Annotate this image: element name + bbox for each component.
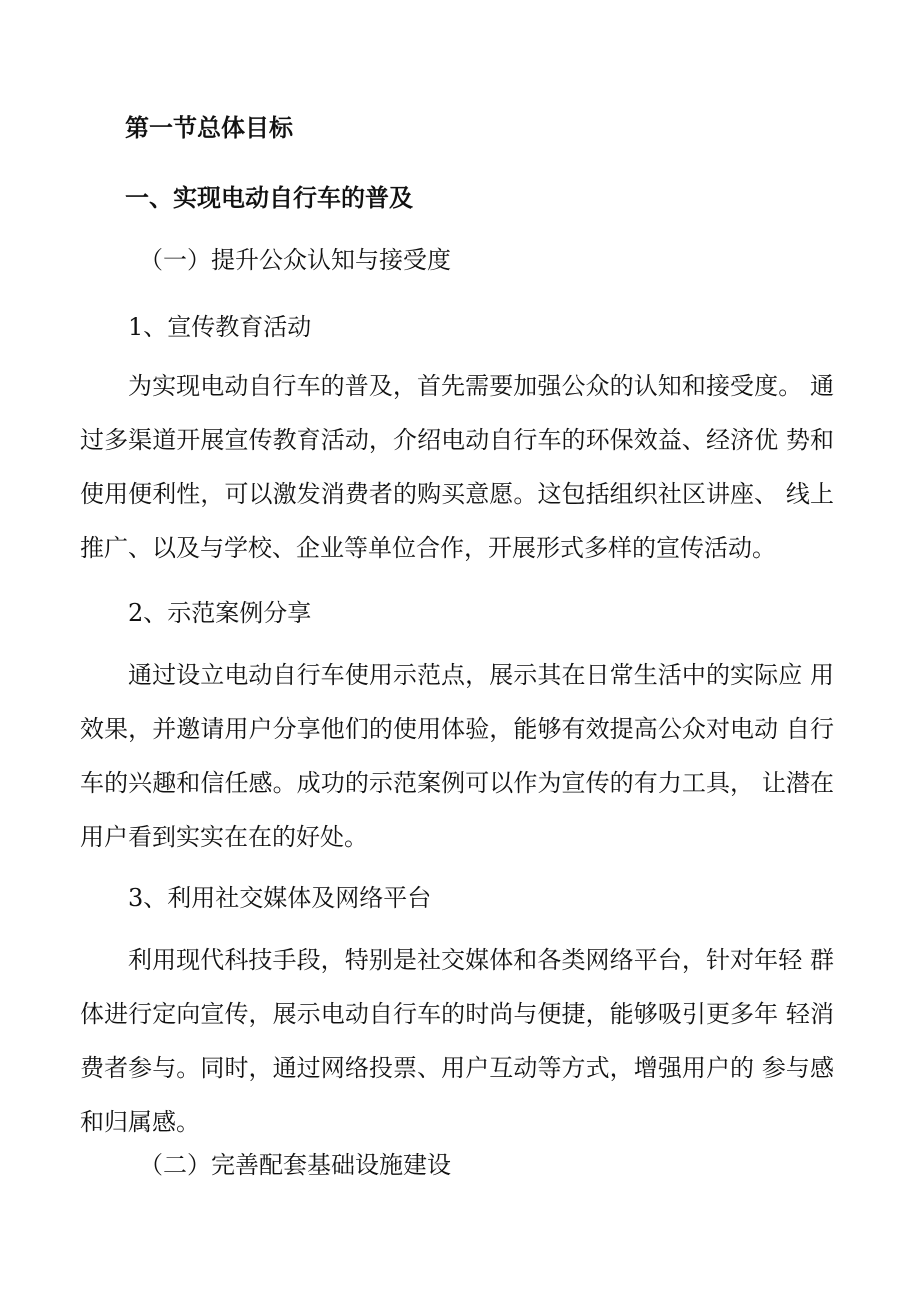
item-heading-2: 2、示范案例分享	[128, 599, 312, 627]
item-body-3: 利用现代科技手段，特别是社交媒体和各类网络平台，针对年轻 群体进行定向宣传，展示电动自行车的时尚与便捷，能够吸引更多年 轻消费者参与。同时，通过网络投票、用户互动等方式，增强用户的 参与感和归属感。	[80, 946, 834, 1136]
heading-level-2-second: （二）完善配套基础设施建设	[139, 1151, 451, 1179]
section-title: 第一节总体目标	[125, 113, 293, 142]
item-heading-3: 3、利用社交媒体及网络平台	[128, 884, 432, 912]
heading-level-2: （一）提升公众认知与接受度	[139, 246, 451, 274]
item-heading-1: 1、宣传教育活动	[128, 313, 312, 341]
heading-level-1: 一、实现电动自行车的普及	[125, 183, 413, 212]
item-body-1: 为实现电动自行车的普及，首先需要加强公众的认知和接受度。 通过多渠道开展宣传教育活动，介绍电动自行车的环保效益、经济优 势和使用便利性，可以激发消费者的购买意愿。这包括组织社区讲座、 线上推广、以及与学校、企业等单位合作，开展形式多样的宣传活动。	[80, 372, 834, 562]
item-body-2: 通过设立电动自行车使用示范点，展示其在日常生活中的实际应 用效果，并邀请用户分享他们的使用体验，能够有效提高公众对电动 自行车的兴趣和信任感。成功的示范案例可以作为宣传的有力工具， 让潜在用户看到实实在在的好处。	[80, 661, 834, 851]
